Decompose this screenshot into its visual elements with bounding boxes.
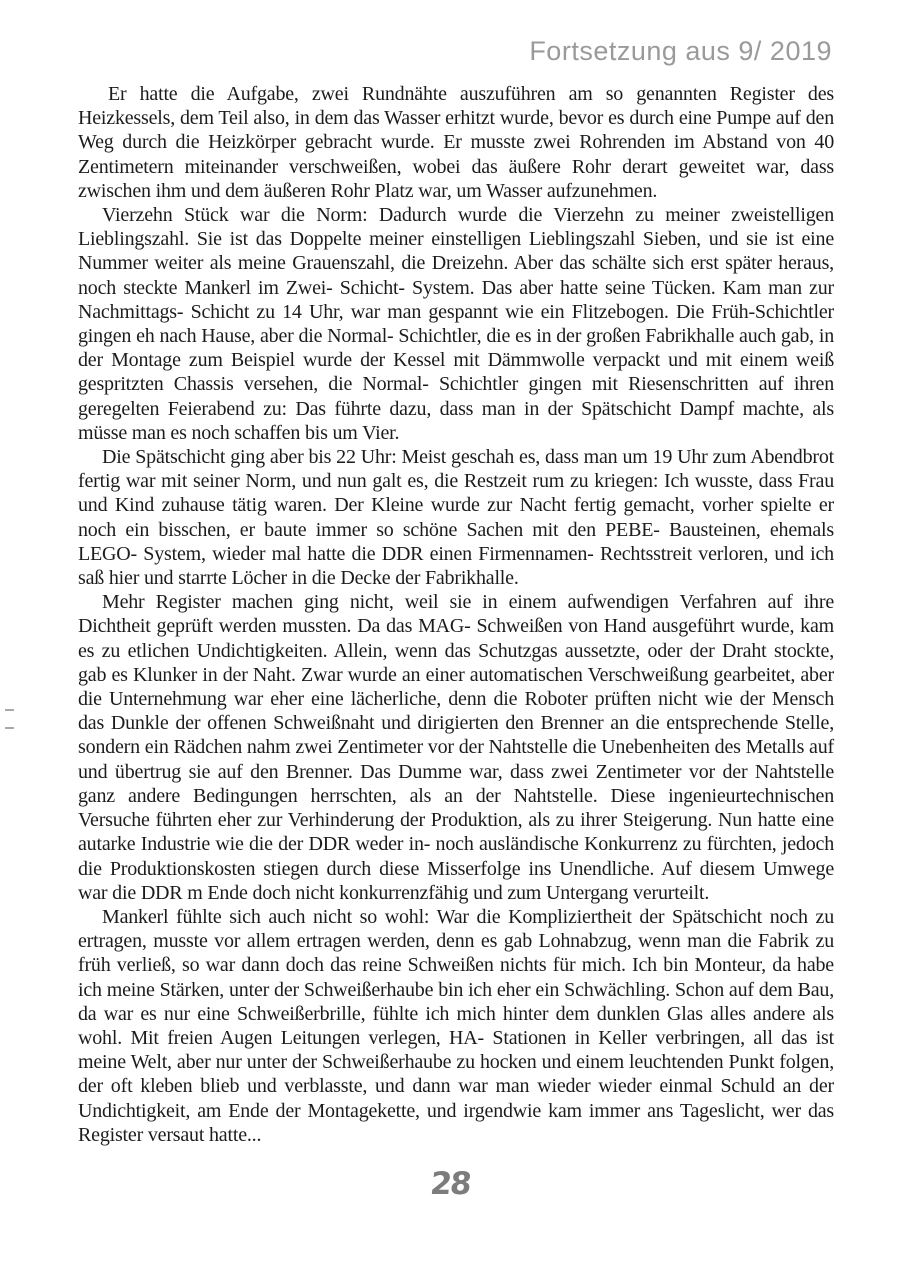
continuation-header: Fortsetzung aus 9/ 2019 [529, 36, 832, 66]
margin-dash-2 [5, 727, 14, 729]
paragraph-3: Die Spätschicht ging aber bis 22 Uhr: Meist geschah es, dass man um 19 Uhr zum Abendbrot fertig war mit seiner Norm, und nun galt es, die Restzeit rum zu kriegen: Ich wusste, dass Frau und Kind zuhause tätig waren. Der Kleine wurde zur Nacht fertig gemacht, vorher spielte er noch ein bisschen, er baute immer so schöne Sachen mit den PEBE- Bausteinen, ehemals LEGO- System, wieder mal hatte die DDR einen Firmennamen- Rechtsstreit verloren, und ich saß hier und starrte Löcher in die Decke der Fabrikhalle. [78, 446, 834, 590]
article-body [78, 82, 834, 1147]
paragraph-4: Mehr Register machen ging nicht, weil sie in einem aufwendigen Verfahren auf ihre Dichtheit geprüft werden mussten. Da das MAG- Schweißen von Hand ausgeführt wurde, kam es zu etlichen Undichtigkeiten. Allein, wenn das Schutzgas aussetzte, oder der Draht stockte, gab es Klunker in der Naht. Zwar wurde an einer automatischen Verschweißung gearbeitet, aber die Unternehmung war eher eine lächerliche, denn die Roboter prüften nicht wie der Mensch das Dunkle der offenen Schweißnaht und dirigierten den Brenner an die entsprechende Stelle, sondern ein Rädchen nahm zwei Zentimeter vor der Nahtstelle die Unebenheiten des Metalls auf und übertrug sie auf den Brenner. Das Dumme war, dass zwei Zentimeter vor der Nahtstelle ganz andere Bedingungen herrschten, als an der Nahtstelle. Diese ingenieurtechnischen Versuche führten eher zur Verhinderung der Produktion, als zu ihrer Steigerung. Nun hatte eine autarke Industrie wie die der DDR weder in- noch ausländische Konkurrenz zu fürchten, jedoch die Produktionskosten stiegen durch diese Misserfolge ins Unendliche. Auf diesem Umwege war die DDR m Ende doch nicht konkurrenzfähig und zum Untergang verurteilt. [78, 591, 834, 904]
paragraph-1: Er hatte die Aufgabe, zwei Rundnähte auszuführen am so genannten Register des Heizkessels, dem Teil also, in dem das Wasser erhitzt wurde, bevor es durch eine Pumpe auf den Weg durch die Heizkörper gebracht wurde. Er musste zwei Rohrenden im Abstand von 40 Zentimetern miteinander verschweißen, wobei das äußere Rohr derart geweitet war, dass zwischen ihm und dem äußeren Rohr Platz war, um Wasser aufzunehmen. [78, 83, 834, 202]
paragraph-5: Mankerl fühlte sich auch nicht so wohl: War die Kompliziertheit der Spätschicht noch zu ertragen, musste vor allem ertragen werden, denn es gab Lohnabzug, wenn man die Fabrik zu früh verließ, so war dann doch das reine Schweißen nichts für mich. Ich bin Monteur, da habe ich meine Stärken, unter der Schweißerhaube bin ich eher ein Schwächling. Schon auf dem Bau, da war es nur eine Schweißerbrille, fühlte ich mich hinter dem dunklen Glas alles andere als wohl. Mit freien Augen Leitungen verlegen, HA- Stationen in Keller verbringen, all das ist meine Welt, aber nur unter der Schweißerhaube zu hocken und einem leuchtenden Punkt folgen, der oft kleben blieb und verblasste, und dann war man wieder wieder einmal Schuld an der Undichtigkeit, am Ende der Montagekette, und irgendwie kam immer ans Tageslicht, wer das Register versaut hatte... [78, 905, 834, 1146]
margin-fold-marks [5, 709, 35, 712]
page-number: 28 [428, 1166, 472, 1202]
margin-dash-1 [5, 709, 14, 711]
paragraph-2: Vierzehn Stück war die Norm: Dadurch wurde die Vierzehn zu meiner zweistelligen Lieblingszahl. Sie ist das Doppelte meiner einstelligen Lieblingszahl Sieben, und sie ist eine Nummer weiter als meine Grauenszahl, die Dreizehn. Aber das schälte sich erst später heraus, noch steckte Mankerl im Zwei- Schicht- System. Das aber hatte seine Tücken. Kam man zur Nachmittags- Schicht zu 14 Uhr, war man gespannt wie ein Flitzebogen. Die Früh-Schichtler gingen eh nach Hause, aber die Normal- Schichtler, die es in der großen Fabrikhalle auch gab, in der Montage zum Beispiel wurde der Kessel mit Dämmwolle verpackt und mit einem weiß gespritzten Chassis versehen, die Normal- Schichtler gingen mit Riesenschritten auf ihren geregelten Feierabend zu: Das führte dazu, dass man in der Spätschicht Dampf machte, als müsse man es noch schaffen bis um Vier. [78, 204, 834, 444]
